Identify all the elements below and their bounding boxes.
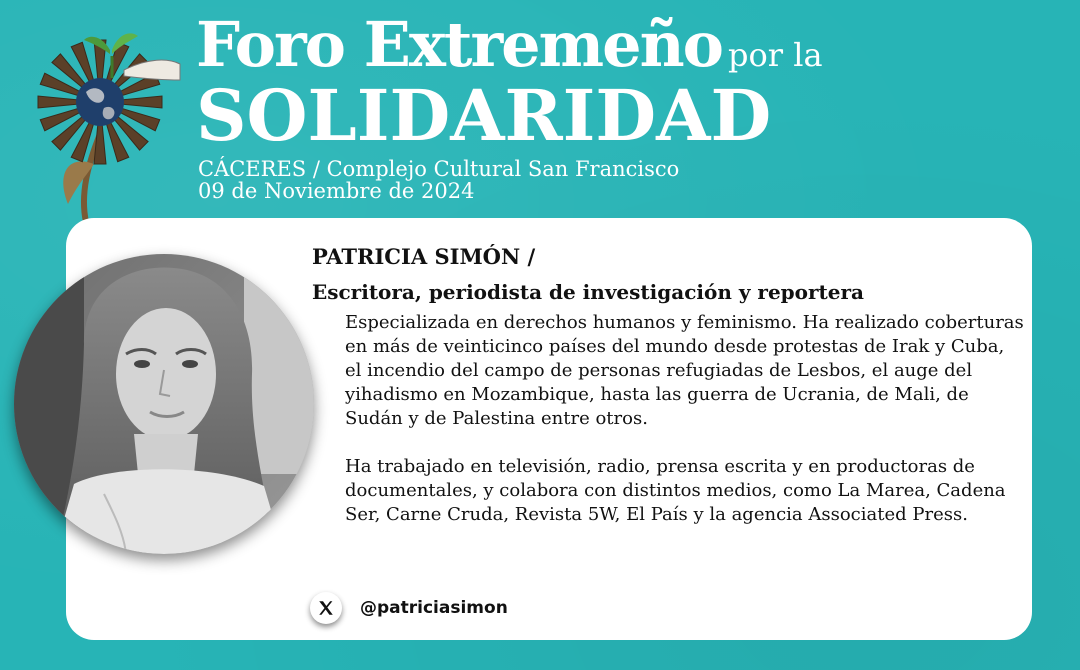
speaker-photo: [14, 254, 314, 554]
event-location: CÁCERES / Complejo Cultural San Francisco: [198, 157, 680, 181]
event-logo: [28, 14, 198, 224]
event-title-line2: SOLIDARIDAD: [196, 74, 772, 157]
speaker-bio-paragraph: Especializada en derechos humanos y feminismo. Ha realizado coberturas en más de veinticinco países del mundo desde protestas de Irak y Cuba, el incendio del campo de personas refugiadas de Lesbos, el auge del yihadismo en Mozambique, hasta las guerra de Ucrania, de Mali, de Sudán y de Palestina entre otros.: [345, 312, 1024, 429]
speaker-role: Escritora, periodista de investigación y reportera: [312, 280, 864, 304]
speaker-bio: [345, 311, 1025, 551]
event-date: 09 de Noviembre de 2024: [198, 179, 475, 203]
event-title-main: Foro Extremeño: [196, 8, 723, 81]
speaker-name: PATRICIA SIMÓN /: [312, 244, 536, 269]
event-title-line1: [196, 8, 823, 81]
event-info: [198, 158, 679, 202]
event-title-connector: por la: [728, 36, 823, 74]
social-handle[interactable]: @patriciasimon: [360, 598, 508, 618]
speaker-portrait-image: [14, 254, 314, 554]
x-icon: [310, 592, 342, 624]
speaker-bio-paragraph: Ha trabajado en televisión, radio, prensa escrita y en productoras de documentales, y colabora con distintos medios, como La Marea, Cadena Ser, Carne Cruda, Revista 5W, El País y la agencia Associated Press.: [345, 456, 1006, 525]
social-link[interactable]: [310, 592, 508, 624]
